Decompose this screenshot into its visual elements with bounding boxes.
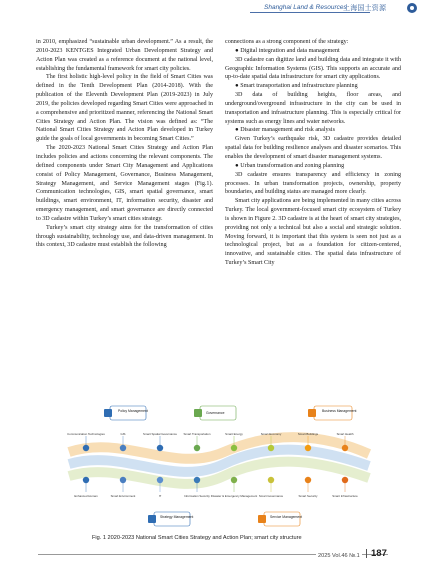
- diagram-node-dot: [157, 445, 163, 451]
- figure-caption: Fig. 1 2020-2023 National Smart Cities Strategy and Action Plan; smart city structure: [92, 535, 302, 541]
- right-paragraph: connections as a strong component of the strategy:: [225, 39, 349, 45]
- governance-label: Governance: [206, 411, 225, 415]
- page-number: 187: [371, 548, 387, 559]
- diagram-node-dot: [83, 477, 89, 483]
- strategy-management-label: Strategy Management: [160, 515, 194, 519]
- figure-smart-city-structure: [64, 404, 374, 530]
- diagram-node-label: IT: [158, 494, 162, 498]
- diagram-node-dot: [157, 477, 163, 483]
- issue-label: 2025 Vol.46 №.1: [318, 553, 360, 559]
- diagram-node-dot: [268, 477, 274, 483]
- diagram-node-label: Smart Economy: [260, 432, 282, 436]
- governance-box: [194, 406, 236, 420]
- right-paragraph: 3D cadastre can digitize land and building data and integrate it with Geographic Information Systems (GIS). This supports an accurate and up-to-date spatial data infrastructure for smart city applications.: [225, 56, 401, 81]
- diagram-node-label: Smart Infrastructure: [332, 494, 358, 498]
- journal-title-cn: 上海国土资源: [343, 4, 387, 12]
- diagram-node-dot: [120, 445, 126, 451]
- right-column: [225, 38, 401, 268]
- diagram-node-label: Disaster & Emergency Management: [210, 494, 258, 498]
- right-paragraph: ● Disaster management and risk analysis: [235, 127, 335, 134]
- policy-management-label: Policy Management: [118, 409, 148, 413]
- diagram-node-dot: [83, 445, 89, 451]
- diagram-node-label: Smart Security: [298, 494, 318, 498]
- diagram-node-label: Smart Governance: [258, 494, 284, 498]
- business-management-box: [308, 406, 357, 420]
- service-management-label: Service Management: [270, 515, 303, 519]
- left-paragraph: Turkey’s smart city strategy aims for the transformation of cities through sustainability, technology use, and data-driven management. In this context, 3D cadastre must establish the following: [36, 224, 213, 249]
- right-paragraph: 3D data of building heights, floor areas, and underground/overground infrastructure in the city can be used in transportation and infrastructure planning. This is especially critical for systems such as energy lines and water networks.: [225, 92, 401, 125]
- right-paragraph: ● Smart transportation and infrastructure planning: [235, 83, 358, 90]
- diagram-node-label: Smart Buildings: [297, 432, 319, 436]
- right-paragraph: 3D cadastre ensures transparency and efficiency in zoning processes. In urban transformation projects, ownership, property boundaries, and building status are managed more clearly.: [225, 171, 401, 196]
- left-paragraph: The first holistic high-level policy in the field of Smart Cities was defined in the Tenth Development Plan (2014-2018). With the publication of the Eleventh Development Plan (2019-2023) in July 2019, the policies developed regarding Smart Cities were approached in a comprehensive and prioritized manner, referencing the National Smart Cities Strategy and Action Plan. The vision was defined as: “The National Smart Cities Strategy and Action Plan developed in Turkey guide the goals of local governments in becoming Smart Cities.”: [36, 74, 213, 143]
- journal-title-en: Shanghai Land & Resources: [264, 4, 347, 11]
- diagram-node-dot: [342, 445, 348, 451]
- right-paragraph: ● Digital integration and data management: [235, 47, 340, 54]
- diagram-node-dot: [342, 477, 348, 483]
- service-management-box: [258, 512, 302, 526]
- strategy-management-box: [148, 512, 193, 526]
- diagram-node-dot: [268, 445, 274, 451]
- policy-management-box: [104, 406, 148, 420]
- diagram-node-label: GIS: [120, 432, 126, 436]
- right-paragraph: Smart city applications are being implemented in many cities across Turkey. The local government-focused smart city ecosystem of Turkey is shown in Figure 2. 3D cadastre is at the heart of smart city strategies, providing not only a technical but also a social and strategic solution. Moving forward, it is important that this system is seen not just as a technological project, but as a foundation for citizen-centered, innovative, and sustainable cities. The spatial data infrastructure of Turkey’s Smart City: [225, 198, 402, 267]
- diagram-node-dot: [305, 445, 311, 451]
- diagram-node-label: Smart Spatial Governance: [143, 432, 177, 436]
- diagram-node-dot: [231, 445, 237, 451]
- diagram-node-label: Enhanced Human: [74, 494, 98, 498]
- right-paragraph: Given Turkey’s earthquake risk, 3D cadastre provides detailed spatial data for building resilience analyses and disaster scenarios. This enables the development of smart disaster management systems.: [225, 136, 401, 160]
- diagram-node-label: Smart Energy: [225, 432, 243, 436]
- journal-logo-icon: [407, 3, 417, 13]
- diagram-node-label: Smart Transportation: [183, 432, 211, 436]
- diagram-node-label: Smart Environment: [110, 494, 136, 498]
- diagram-node-dot: [194, 477, 200, 483]
- footer-divider: [366, 549, 367, 558]
- left-column: [36, 38, 213, 250]
- left-paragraph: in 2010, emphasized “sustainable urban development.” As a result, the 2010-2023 KENTGES Integrated Urban Development Strategy and Action Plan was created as a reference document at the national level, establishing the fundamental framework for smart city policies.: [36, 39, 213, 72]
- diagram-node-label: Information Security: [184, 494, 210, 498]
- diagram-node-label: Smart Health: [336, 432, 354, 436]
- diagram-node-dot: [231, 477, 237, 483]
- diagram-node-dot: [194, 445, 200, 451]
- left-paragraph: The 2020-2023 National Smart Cities Strategy and Action Plan includes policies and actions concerning the relevant components. The defined components under Smart City Management and Applications consist of Policy Management, Governance, Business Management, Strategy Management, and Service Management stages (Fig.1). Communication technologies, GIS, smart spatial governance, smart buildings, smart environment, IT, information security, disaster and emergency management, and smart governance are directly connected to 3D cadastre within Turkey’s smart cities strategy.: [36, 145, 213, 222]
- smart-city-diagram: [64, 404, 374, 530]
- diagram-node-dot: [305, 477, 311, 483]
- right-paragraph: ● Urban transformation and zoning planning: [235, 162, 345, 169]
- diagram-node-label: Communication Technologies: [67, 432, 105, 436]
- diagram-node-dot: [120, 477, 126, 483]
- business-management-label: Business Management: [322, 409, 357, 413]
